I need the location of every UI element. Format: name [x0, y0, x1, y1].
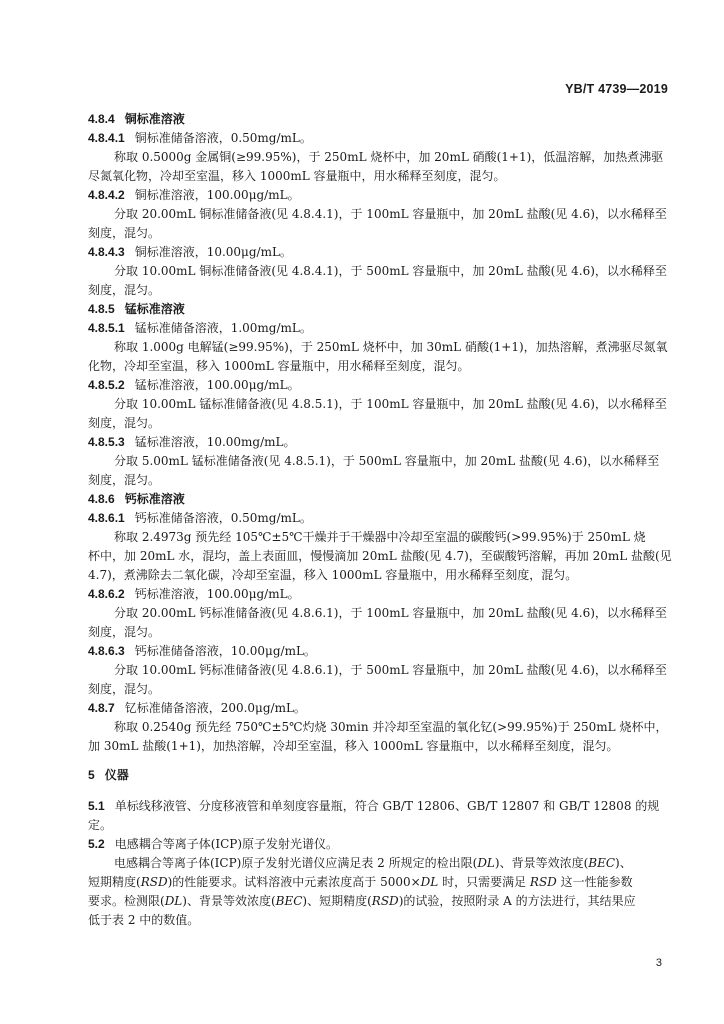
paragraph: 刻度，混匀。 — [88, 416, 161, 430]
paragraph: 称取 0.2540g 预先经 750℃±5℃灼烧 30min 并冷却至室温的氧化钇(>99.95%)于 250mL 烧杯中， — [114, 720, 668, 734]
paragraph: 低于表 2 中的数值。 — [88, 913, 200, 927]
page-number: 3 — [655, 957, 662, 969]
paragraph: 分取 10.00mL 钙标准储备液(见 4.8.6.1)，于 500mL 容量瓶中，加 20mL 盐酸(见 4.6)，以水稀释至 — [114, 663, 667, 677]
clause-4-8-4-1: 4.8.4.1 铜标准储备溶液，0.50mg/mL。 — [88, 131, 312, 145]
clause-4-8-6-3: 4.8.6.3 钙标准储备溶液，10.00μg/mL。 — [88, 644, 316, 658]
paragraph: 称取 0.5000g 金属铜(≥99.95%)，于 250mL 烧杯中，加 20mL 硝酸(1+1)，低温溶解，加热煮沸驱 — [114, 150, 664, 164]
clause-4-8-5-3: 4.8.5.3 锰标准溶液，10.00mg/mL。 — [88, 435, 296, 449]
paragraph: 刻度，混匀。 — [88, 473, 161, 487]
paragraph: 定。 — [88, 818, 113, 832]
paragraph: 分取 20.00mL 钙标准储备液(见 4.8.6.1)，于 100mL 容量瓶中，加 20mL 盐酸(见 4.6)，以水稀释至 — [114, 606, 667, 620]
paragraph: 称取 1.000g 电解锰(≥99.95%)，于 250mL 烧杯中，加 30mL 硝酸(1+1)，加热溶解，煮沸驱尽氮氧 — [114, 340, 668, 354]
clause-4-8-4-2: 4.8.4.2 铜标准溶液，100.00μg/mL。 — [88, 188, 300, 202]
clause-4-8-6-1: 4.8.6.1 钙标准储备溶液，0.50mg/mL。 — [88, 511, 312, 525]
section-heading-4-8-4: 4.8.4 铜标准溶液 — [88, 112, 185, 126]
paragraph: 短期精度(RSD)的性能要求。试料溶液中元素浓度高于 5000×DL 时，只需要满足 RSD 这一性能参数 — [88, 875, 633, 889]
paragraph: 分取 10.00mL 铜标准储备液(见 4.8.4.1)，于 500mL 容量瓶中，加 20mL 盐酸(见 4.6)，以水稀释至 — [114, 264, 667, 278]
paragraph: 刻度，混匀。 — [88, 283, 161, 297]
paragraph: 刻度，混匀。 — [88, 226, 161, 240]
section-heading-4-8-6: 4.8.6 钙标准溶液 — [88, 492, 185, 506]
clause-4-8-5-2: 4.8.5.2 锰标准溶液，100.00μg/mL。 — [88, 378, 300, 392]
section-heading-5: 5 仪器 — [88, 768, 129, 782]
paragraph: 分取 20.00mL 铜标准储备液(见 4.8.4.1)，于 100mL 容量瓶中，加 20mL 盐酸(见 4.6)，以水稀释至 — [114, 207, 667, 221]
paragraph: 尽氮氧化物，冷却至室温，移入 1000mL 容量瓶中，用水稀释至刻度，混匀。 — [88, 169, 506, 183]
paragraph: 刻度，混匀。 — [88, 625, 161, 639]
clause-5-2: 5.2 电感耦合等离子体(ICP)原子发射光谱仪。 — [88, 837, 339, 851]
section-heading-4-8-5: 4.8.5 锰标准溶液 — [88, 302, 185, 316]
paragraph: 称取 2.4973g 预先经 105℃±5℃干燥并于干燥器中冷却至室温的碳酸钙(>99.95%)于 250mL 烧 — [114, 530, 646, 544]
paragraph: 杯中，加 20mL 水，混均，盖上表面皿，慢慢滴加 20mL 盐酸(见 4.7)，至碳酸钙溶解，再加 20mL 盐酸(见 — [88, 549, 672, 563]
paragraph: 电感耦合等离子体(ICP)原子发射光谱仪应满足表 2 所规定的检出限(DL)、背景等效浓度(BEC)、 — [114, 856, 632, 870]
paragraph: 要求。检测限(DL)、背景等效浓度(BEC)、短期精度(RSD)的试验，按照附录 A 的方法进行，其结果应 — [88, 894, 636, 908]
clause-4-8-7: 4.8.7 钇标准储备溶液，200.0μg/mL。 — [88, 701, 306, 715]
paragraph: 刻度，混匀。 — [88, 682, 161, 696]
clause-4-8-5-1: 4.8.5.1 锰标准储备溶液，1.00mg/mL。 — [88, 321, 312, 335]
standard-id: YB/T 4739—2019 — [565, 82, 668, 96]
paragraph: 分取 10.00mL 锰标准储备液(见 4.8.5.1)，于 100mL 容量瓶中，加 20mL 盐酸(见 4.6)，以水稀释至 — [114, 397, 667, 411]
clause-5-1: 5.1 单标线移液管、分度移液管和单刻度容量瓶，符合 GB/T 12806、GB/T 12807 和 GB/T 12808 的规 — [88, 799, 660, 813]
document-body — [88, 110, 672, 930]
paragraph: 加 30mL 盐酸(1+1)，加热溶解，冷却至室温，移入 1000mL 容量瓶中，以水稀释至刻度，混匀。 — [88, 739, 619, 753]
paragraph: 分取 5.00mL 锰标准储备液(见 4.8.5.1)，于 500mL 容量瓶中，加 20mL 盐酸(见 4.6)，以水稀释至 — [114, 454, 660, 468]
paragraph: 4.7)，煮沸除去二氧化碳，冷却至室温，移入 1000mL 容量瓶中，用水稀释至刻度，混匀。 — [88, 568, 578, 582]
paragraph: 化物，冷却至室温，移入 1000mL 容量瓶中，用水稀释至刻度，混匀。 — [88, 359, 470, 373]
clause-4-8-6-2: 4.8.6.2 钙标准溶液，100.00μg/mL。 — [88, 587, 300, 601]
clause-4-8-4-3: 4.8.4.3 铜标准溶液，10.00μg/mL。 — [88, 245, 292, 259]
